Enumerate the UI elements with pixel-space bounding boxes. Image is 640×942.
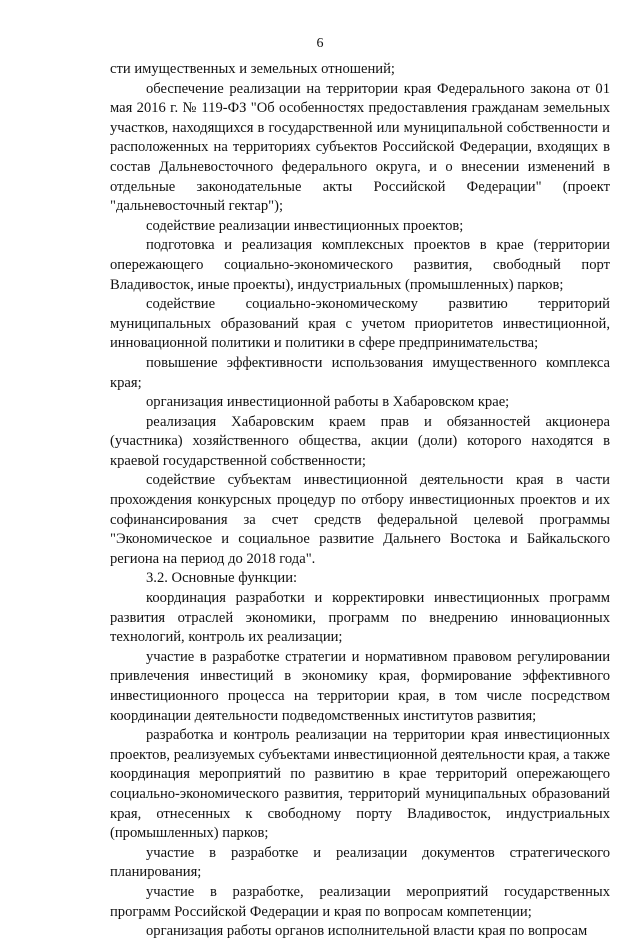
paragraph: подготовка и реализация комплексных проектов в крае (территории опережающего социально-экономического развития, свободный порт Владивосток, иные проекты), индустриальных (промышленных) парков; (110, 237, 610, 293)
document-body (110, 60, 610, 942)
paragraph: содействие субъектам инвестиционной деятельности края в части прохождения конкурсных процедур по отбору инвестиционных проектов и их софинансирования за счет средств федеральной целевой программы "Экономическое и социальное развитие Дальнего Востока и Байкальского региона на период до 2018 года". (110, 472, 610, 567)
paragraph: сти имущественных и земельных отношений; (110, 61, 395, 77)
paragraph: организация работы органов исполнительной власти края по вопросам (146, 923, 588, 940)
paragraph: разработка и контроль реализации на территории края инвестиционных проектов, реализуемых субъектами инвестиционной деятельности края, а также координация мероприятий по развитию в крае территорий опережающего социально-экономического развития, территорий муниципальных образований края, отнесенных к свободному порту Владивосток, индустриальных (промышленных) парков; (110, 727, 610, 842)
paragraph: содействие социально-экономическому развитию территорий муниципальных образований края с учетом приоритетов инвестиционной, инновационной политики и политики в сфере предпринимательства; (110, 296, 610, 352)
paragraph: координация разработки и корректировки инвестиционных программ развития отраслей экономики, программ по внедрению инновационных технологий, контроль их реализации; (110, 590, 610, 646)
paragraph: участие в разработке и реализации документов стратегического планирования; (110, 844, 610, 881)
paragraph: участие в разработке, реализации мероприятий государственных программ Российской Федерации и края по вопросам компетенции; (110, 883, 610, 920)
paragraph: повышение эффективности использования имущественного комплекса края; (110, 354, 610, 391)
page-number: 6 (316, 36, 324, 51)
section-heading: 3.2. Основные функции: (146, 570, 298, 587)
paragraph: участие в разработке стратегии и нормативном правовом регулировании привлечения инвестиций в экономику края, формирование эффективного инвестиционного процесса на территории края, в том числе посредством координации деятельности подведомственных институтов развития; (110, 648, 610, 724)
paragraph: организация инвестиционной работы в Хабаровском крае; (146, 394, 510, 411)
paragraph: обеспечение реализации на территории края Федерального закона от 01 мая 2016 г. № 119-ФЗ "Об особенностях предоставления гражданам земельных участков, находящихся в государственной или муниципальной собственности и расположенных на территориях субъектов Российской Федерации, входящих в состав Дальневосточного федерального округа, и о внесении изменений в отдельные законодательные акты Российской Федерации" (проект "дальневосточный гектар"); (110, 80, 610, 215)
paragraph: реализация Хабаровским краем прав и обязанностей акционера (участника) хозяйственного общества, акции (доли) которого находятся в краевой государственной собственности; (110, 413, 610, 469)
paragraph: содействие реализации инвестиционных проектов; (146, 217, 464, 234)
